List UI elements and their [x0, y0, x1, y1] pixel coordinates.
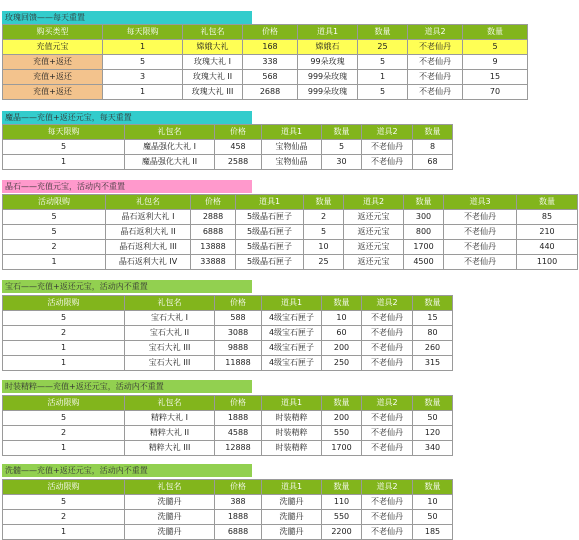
- column-header: 道具2: [362, 125, 413, 140]
- table-row: [3, 525, 453, 540]
- table-cell: 260: [413, 341, 453, 356]
- table-cell: 60: [322, 326, 362, 341]
- table-cell: 4级宝石匣子: [262, 356, 322, 371]
- column-header: 活动限购: [3, 296, 125, 311]
- table-cell: 458: [215, 140, 262, 155]
- table-cell: 充值+返还: [3, 70, 103, 85]
- table-cell: 9: [463, 55, 528, 70]
- section-title: 玫瑰回馈——每天重置: [2, 11, 252, 24]
- table-cell: 550: [322, 426, 362, 441]
- table-cell: 充值+返还: [3, 55, 103, 70]
- table-cell: 不老仙丹: [444, 225, 517, 240]
- table-cell: 5: [322, 140, 362, 155]
- table-cell: 1: [3, 155, 125, 170]
- table-cell: 11888: [215, 356, 262, 371]
- table-cell: 999朵玫瑰: [298, 85, 358, 100]
- table-cell: 5: [358, 55, 408, 70]
- table-cell: 宝石大礼 I: [125, 311, 215, 326]
- column-header: 活动限购: [3, 195, 106, 210]
- table-cell: 晶石返利大礼 IV: [106, 255, 191, 270]
- table-cell: 1: [3, 341, 125, 356]
- column-header: 价格: [191, 195, 236, 210]
- table-header-row: [3, 396, 453, 411]
- table-row: [3, 341, 453, 356]
- table-header-row: [3, 125, 453, 140]
- table-cell: 不老仙丹: [362, 441, 413, 456]
- table-cell: 568: [243, 70, 298, 85]
- table-cell: 250: [322, 356, 362, 371]
- table-cell: 5: [3, 225, 106, 240]
- table-cell: 1: [3, 441, 125, 456]
- table-cell: 1888: [215, 411, 262, 426]
- column-header: 道具1: [262, 125, 322, 140]
- table-cell: 嫦娥大礼: [183, 40, 243, 55]
- table-cell: 200: [322, 341, 362, 356]
- table-row: [3, 55, 528, 70]
- table-cell: 2: [3, 510, 125, 525]
- table-cell: 120: [413, 426, 453, 441]
- table-cell: 340: [413, 441, 453, 456]
- column-header: 道具3: [444, 195, 517, 210]
- table-cell: 不老仙丹: [362, 525, 413, 540]
- table-row: [3, 40, 528, 55]
- table-cell: 1: [103, 40, 183, 55]
- column-header: 礼包名: [183, 25, 243, 40]
- column-header: 数量: [322, 125, 362, 140]
- table-cell: 返还元宝: [344, 210, 404, 225]
- table-cell: 2888: [191, 210, 236, 225]
- table-cell: 不老仙丹: [408, 70, 463, 85]
- table-cell: 33888: [191, 255, 236, 270]
- table-cell: 时装精粹: [262, 411, 322, 426]
- table-cell: 388: [215, 495, 262, 510]
- gift-table: [2, 395, 453, 456]
- column-header: 数量: [413, 296, 453, 311]
- table-cell: 精粹大礼 I: [125, 411, 215, 426]
- table-cell: 210: [517, 225, 578, 240]
- table-cell: 不老仙丹: [362, 411, 413, 426]
- gift-table: [2, 194, 578, 270]
- table-row: [3, 225, 578, 240]
- column-header: 数量: [463, 25, 528, 40]
- table-cell: 1: [3, 356, 125, 371]
- column-header: 数量: [517, 195, 578, 210]
- gift-table: [2, 24, 528, 100]
- table-cell: 不老仙丹: [444, 255, 517, 270]
- table-cell: 晶石返利大礼 III: [106, 240, 191, 255]
- table-cell: 晶石返利大礼 I: [106, 210, 191, 225]
- table-cell: 1: [3, 255, 106, 270]
- table-cell: 4588: [215, 426, 262, 441]
- table-cell: 5: [3, 210, 106, 225]
- table-cell: 1: [103, 85, 183, 100]
- table-cell: 宝物仙晶: [262, 140, 322, 155]
- table-cell: 2: [304, 210, 344, 225]
- table-row: [3, 411, 453, 426]
- table-cell: 洗髓丹: [262, 495, 322, 510]
- table-cell: 1: [3, 525, 125, 540]
- section-title: 魔晶——充值+返还元宝，每天重置: [2, 111, 252, 124]
- table-cell: 4级宝石匣子: [262, 326, 322, 341]
- table-cell: 洗髓丹: [125, 525, 215, 540]
- table-cell: 5级晶石匣子: [236, 255, 304, 270]
- column-header: 价格: [215, 296, 262, 311]
- table-cell: 时装精粹: [262, 441, 322, 456]
- table-cell: 充值+返还: [3, 85, 103, 100]
- table-cell: 精粹大礼 III: [125, 441, 215, 456]
- table-cell: 1700: [322, 441, 362, 456]
- table-cell: 魔晶强化大礼 II: [125, 155, 215, 170]
- table-cell: 5: [463, 40, 528, 55]
- column-header: 道具1: [298, 25, 358, 40]
- table-cell: 不老仙丹: [408, 40, 463, 55]
- table-cell: 宝石大礼 II: [125, 326, 215, 341]
- table-cell: 不老仙丹: [362, 311, 413, 326]
- gift-table: [2, 124, 453, 170]
- table-cell: 不老仙丹: [362, 341, 413, 356]
- gift-table: [2, 295, 453, 371]
- column-header: 道具2: [408, 25, 463, 40]
- table-cell: 5: [3, 495, 125, 510]
- column-header: 数量: [322, 296, 362, 311]
- table-row: [3, 155, 453, 170]
- table-cell: 充值元宝: [3, 40, 103, 55]
- table-cell: 85: [517, 210, 578, 225]
- table-cell: 不老仙丹: [362, 356, 413, 371]
- column-header: 价格: [243, 25, 298, 40]
- table-cell: 不老仙丹: [362, 510, 413, 525]
- table-cell: 洗髓丹: [262, 510, 322, 525]
- table-cell: 999朵玫瑰: [298, 70, 358, 85]
- table-cell: 不老仙丹: [362, 155, 413, 170]
- table-row: [3, 356, 453, 371]
- table-cell: 550: [322, 510, 362, 525]
- column-header: 每天限购: [3, 125, 125, 140]
- table-row: [3, 426, 453, 441]
- table-cell: 9888: [215, 341, 262, 356]
- table-cell: 玫瑰大礼 II: [183, 70, 243, 85]
- column-header: 道具1: [262, 480, 322, 495]
- table-cell: 不老仙丹: [444, 240, 517, 255]
- table-cell: 68: [413, 155, 453, 170]
- table-cell: 50: [413, 510, 453, 525]
- column-header: 礼包名: [125, 396, 215, 411]
- table-cell: 不老仙丹: [444, 210, 517, 225]
- table-header-row: [3, 296, 453, 311]
- table-cell: 返还元宝: [344, 255, 404, 270]
- table-cell: 15: [463, 70, 528, 85]
- table-cell: 5: [3, 140, 125, 155]
- column-header: 价格: [215, 480, 262, 495]
- table-cell: 3: [103, 70, 183, 85]
- column-header: 数量: [322, 480, 362, 495]
- table-cell: 5: [358, 85, 408, 100]
- table-row: [3, 441, 453, 456]
- table-cell: 110: [322, 495, 362, 510]
- table-cell: 30: [322, 155, 362, 170]
- table-cell: 10: [413, 495, 453, 510]
- table-cell: 99朵玫瑰: [298, 55, 358, 70]
- column-header: 道具1: [262, 396, 322, 411]
- table-cell: 5: [3, 311, 125, 326]
- table-cell: 5: [304, 225, 344, 240]
- table-cell: 6888: [215, 525, 262, 540]
- column-header: 数量: [413, 396, 453, 411]
- table-cell: 晶石返利大礼 II: [106, 225, 191, 240]
- table-cell: 1888: [215, 510, 262, 525]
- table-row: [3, 210, 578, 225]
- table-cell: 玫瑰大礼 I: [183, 55, 243, 70]
- table-cell: 50: [413, 411, 453, 426]
- table-cell: 时装精粹: [262, 426, 322, 441]
- column-header: 道具2: [362, 480, 413, 495]
- table-cell: 魔晶强化大礼 I: [125, 140, 215, 155]
- table-cell: 洗髓丹: [125, 510, 215, 525]
- table-cell: 440: [517, 240, 578, 255]
- table-cell: 5: [3, 411, 125, 426]
- column-header: 数量: [304, 195, 344, 210]
- table-cell: 2: [3, 326, 125, 341]
- column-header: 数量: [404, 195, 444, 210]
- table-cell: 返还元宝: [344, 240, 404, 255]
- column-header: 道具1: [236, 195, 304, 210]
- table-cell: 不老仙丹: [362, 326, 413, 341]
- table-row: [3, 85, 528, 100]
- table-cell: 25: [304, 255, 344, 270]
- column-header: 数量: [358, 25, 408, 40]
- section-title: 洗髓——充值+返还元宝，活动内不重置: [2, 464, 252, 477]
- table-cell: 不老仙丹: [408, 55, 463, 70]
- column-header: 活动限购: [3, 396, 125, 411]
- table-cell: 洗髓丹: [262, 525, 322, 540]
- table-cell: 宝石大礼 III: [125, 356, 215, 371]
- section-title: 宝石——充值+返还元宝，活动内不重置: [2, 280, 252, 293]
- column-header: 每天限购: [103, 25, 183, 40]
- column-header: 价格: [215, 396, 262, 411]
- table-row: [3, 495, 453, 510]
- table-cell: 2688: [243, 85, 298, 100]
- table-cell: 玫瑰大礼 III: [183, 85, 243, 100]
- table-cell: 2200: [322, 525, 362, 540]
- column-header: 礼包名: [125, 480, 215, 495]
- column-header: 活动限购: [3, 480, 125, 495]
- table-cell: 洗髓丹: [125, 495, 215, 510]
- table-cell: 15: [413, 311, 453, 326]
- table-cell: 200: [322, 411, 362, 426]
- table-cell: 2: [3, 426, 125, 441]
- table-row: [3, 140, 453, 155]
- column-header: 数量: [413, 480, 453, 495]
- table-cell: 1700: [404, 240, 444, 255]
- table-cell: 70: [463, 85, 528, 100]
- table-cell: 10: [322, 311, 362, 326]
- table-cell: 宝石大礼 III: [125, 341, 215, 356]
- table-cell: 10: [304, 240, 344, 255]
- table-cell: 5: [103, 55, 183, 70]
- table-cell: 5级晶石匣子: [236, 240, 304, 255]
- section-title: 晶石——充值元宝，活动内不重置: [2, 180, 252, 193]
- table-cell: 1: [358, 70, 408, 85]
- section-title: 时装精粹——充值+返还元宝，活动内不重置: [2, 380, 252, 393]
- table-cell: 4级宝石匣子: [262, 341, 322, 356]
- table-cell: 338: [243, 55, 298, 70]
- table-cell: 不老仙丹: [362, 140, 413, 155]
- table-cell: 3088: [215, 326, 262, 341]
- table-cell: 不老仙丹: [408, 85, 463, 100]
- column-header: 购买类型: [3, 25, 103, 40]
- table-cell: 168: [243, 40, 298, 55]
- column-header: 数量: [413, 125, 453, 140]
- table-cell: 5级晶石匣子: [236, 210, 304, 225]
- table-row: [3, 70, 528, 85]
- table-cell: 80: [413, 326, 453, 341]
- table-cell: 185: [413, 525, 453, 540]
- table-cell: 6888: [191, 225, 236, 240]
- table-header-row: [3, 195, 578, 210]
- column-header: 道具2: [362, 296, 413, 311]
- table-cell: 1100: [517, 255, 578, 270]
- table-cell: 返还元宝: [344, 225, 404, 240]
- table-cell: 8: [413, 140, 453, 155]
- column-header: 道具2: [344, 195, 404, 210]
- table-cell: 4级宝石匣子: [262, 311, 322, 326]
- column-header: 道具1: [262, 296, 322, 311]
- table-cell: 25: [358, 40, 408, 55]
- column-header: 数量: [322, 396, 362, 411]
- table-cell: 不老仙丹: [362, 495, 413, 510]
- table-header-row: [3, 480, 453, 495]
- table-row: [3, 311, 453, 326]
- table-row: [3, 326, 453, 341]
- table-row: [3, 255, 578, 270]
- table-cell: 800: [404, 225, 444, 240]
- table-cell: 5级晶石匣子: [236, 225, 304, 240]
- table-cell: 4500: [404, 255, 444, 270]
- column-header: 礼包名: [125, 125, 215, 140]
- column-header: 道具2: [362, 396, 413, 411]
- table-cell: 精粹大礼 II: [125, 426, 215, 441]
- table-cell: 315: [413, 356, 453, 371]
- table-cell: 588: [215, 311, 262, 326]
- table-cell: 2: [3, 240, 106, 255]
- table-row: [3, 240, 578, 255]
- table-cell: 12888: [215, 441, 262, 456]
- table-cell: 2588: [215, 155, 262, 170]
- table-header-row: [3, 25, 528, 40]
- table-cell: 嫦娥石: [298, 40, 358, 55]
- gift-table: [2, 479, 453, 540]
- table-cell: 13888: [191, 240, 236, 255]
- table-cell: 宝物仙晶: [262, 155, 322, 170]
- table-cell: 不老仙丹: [362, 426, 413, 441]
- column-header: 礼包名: [125, 296, 215, 311]
- table-row: [3, 510, 453, 525]
- column-header: 礼包名: [106, 195, 191, 210]
- column-header: 价格: [215, 125, 262, 140]
- table-cell: 300: [404, 210, 444, 225]
